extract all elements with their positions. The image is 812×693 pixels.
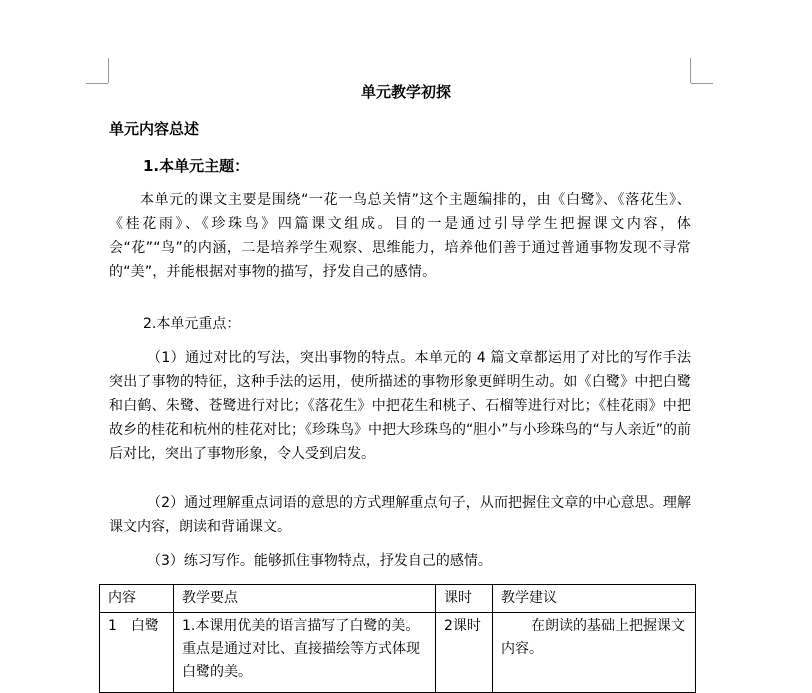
section-heading: 单元内容总述 xyxy=(109,120,200,138)
cell-advice: 在朗读的基础上把握课文内容。 xyxy=(493,613,696,693)
topic-heading: 1.本单元主题： xyxy=(143,157,250,175)
header-hours: 课时 xyxy=(436,585,493,613)
header-points: 教学要点 xyxy=(174,585,436,613)
header-content: 内容 xyxy=(100,585,174,613)
table-row xyxy=(100,613,696,693)
focus-heading: 2.本单元重点： xyxy=(143,316,241,332)
focus-item-3: （3）练习写作。能够抓住事物特点，抒发自己的感情。 xyxy=(147,553,492,569)
focus-item-1: （1）通过对比的写法，突出事物的特点。本单元的 4 篇文章都运用了对比的写作手法突出了事物的特征，这种手法的运用，使所描述的事物形象更鲜明生动。如《白鹭》中把白鹭和白鹤、朱鹭、苍鹭进行对比；《落花生》中把花生和桃子、石榴等进行对比；《桂花雨》中把故乡的桂花和杭州的桂花对比；《珍珠鸟》中把大珍珠鸟的“胆小”与小珍珠鸟的“与人亲近”的前后对比，突出了事物形象，令人受到启发。 xyxy=(109,350,692,462)
topic-paragraph: 本单元的课文主要是围绕“一花一鸟总关情”这个主题编排的，由《白鹭》、《落花生》、《桂花雨》、《珍珠鸟》四篇课文组成。目的一是通过引导学生把握课文内容，体会“花”“鸟”的内涵，二是培养学生观察、思维能力，培养他们善于通过普通事物发现不寻常的“美”，并能根据对事物的描写，抒发自己的感情。 xyxy=(109,192,691,280)
header-advice: 教学建议 xyxy=(493,585,696,613)
cell-hours: 2课时 xyxy=(436,613,493,693)
cell-points: 1.本课用优美的语言描写了白鹭的美。重点是通过对比、直接描绘等方式体现白鹭的美。 xyxy=(174,613,436,693)
table-header-row xyxy=(100,585,696,613)
document-title: 单元教学初探 xyxy=(360,83,451,101)
cell-content: 1 白鹭 xyxy=(100,613,174,693)
focus-item-2: （2）通过理解重点词语的意思的方式理解重点句子，从而把握住文章的中心意思。理解课文内容，朗读和背诵课文。 xyxy=(109,495,691,535)
lesson-table xyxy=(99,584,696,693)
